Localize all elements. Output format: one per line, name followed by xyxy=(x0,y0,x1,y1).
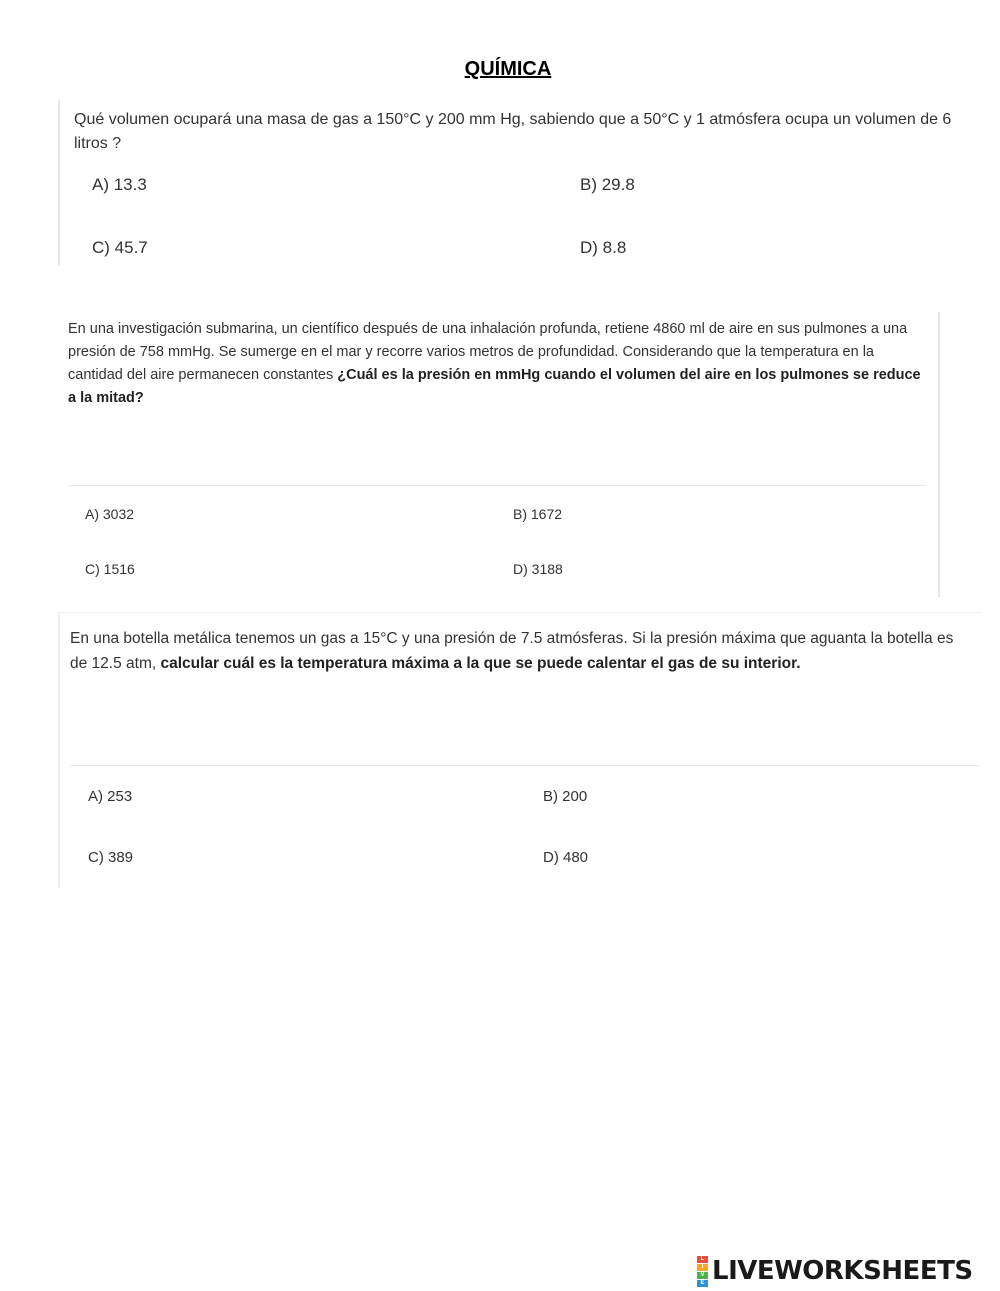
question-2-option-c[interactable]: C) 1516 xyxy=(85,561,135,577)
question-2-text xyxy=(68,318,930,410)
question-2-option-d[interactable]: D) 3188 xyxy=(513,561,563,577)
question-2 xyxy=(58,312,940,597)
question-2-divider xyxy=(68,485,926,486)
question-3-option-a[interactable]: A) 253 xyxy=(88,788,133,805)
liveworksheets-logo xyxy=(697,1256,973,1286)
logo-mark-letter: L xyxy=(697,1256,708,1263)
question-2-text-plain: En una investigación submarina, un científico después de una inhalación profunda, retiene 4860 ml de aire en sus pulmones a una presión de 758 mmHg. Se sumerge en el mar y recorre varios metros de profundidad. Considerando que la temperatura en la cantidad del aire permanecen constantes xyxy=(68,321,908,383)
question-3-divider xyxy=(70,765,980,766)
question-1-option-d[interactable]: D) 8.8 xyxy=(580,238,627,257)
logo-mark-letter: I xyxy=(697,1264,708,1271)
question-3-text-bold: calcular cuál es la temperatura máxima a la que se puede calentar el gas de su interior. xyxy=(160,655,801,672)
question-1 xyxy=(58,100,960,265)
question-3-text-plain: En una botella metálica tenemos un gas a 15°C y una presión de 7.5 atmósferas. Si la presión máxima que aguanta la botella es de 12.5 atm, xyxy=(70,630,954,672)
liveworksheets-logo-icon xyxy=(697,1256,708,1287)
question-1-option-b[interactable]: B) 29.8 xyxy=(580,175,635,194)
question-1-option-c[interactable]: C) 45.7 xyxy=(92,238,148,257)
question-3 xyxy=(58,612,982,888)
page-title: QUÍMICA xyxy=(464,58,552,80)
question-3-option-c[interactable]: C) 389 xyxy=(88,849,134,866)
question-2-option-a[interactable]: A) 3032 xyxy=(85,506,135,522)
question-2-option-b[interactable]: B) 1672 xyxy=(513,506,563,522)
question-2-text-bold: ¿Cuál es la presión en mmHg cuando el volumen del aire en los pulmones se reduce a la mitad? xyxy=(68,367,921,406)
logo-mark-letter: E xyxy=(697,1280,708,1287)
logo-mark-letter: V xyxy=(697,1272,708,1279)
question-1-option-a[interactable]: A) 13.3 xyxy=(92,175,147,194)
liveworksheets-logo-text: LIVEWORKSHEETS xyxy=(712,1256,973,1286)
question-3-text xyxy=(70,626,970,676)
question-3-option-d[interactable]: D) 480 xyxy=(543,849,589,866)
question-3-option-b[interactable]: B) 200 xyxy=(543,788,588,805)
question-1-text: Qué volumen ocupará una masa de gas a 150°C y 200 mm Hg, sabiendo que a 50°C y 1 atmósfera ocupa un volumen de 6 litros ? xyxy=(74,111,952,152)
